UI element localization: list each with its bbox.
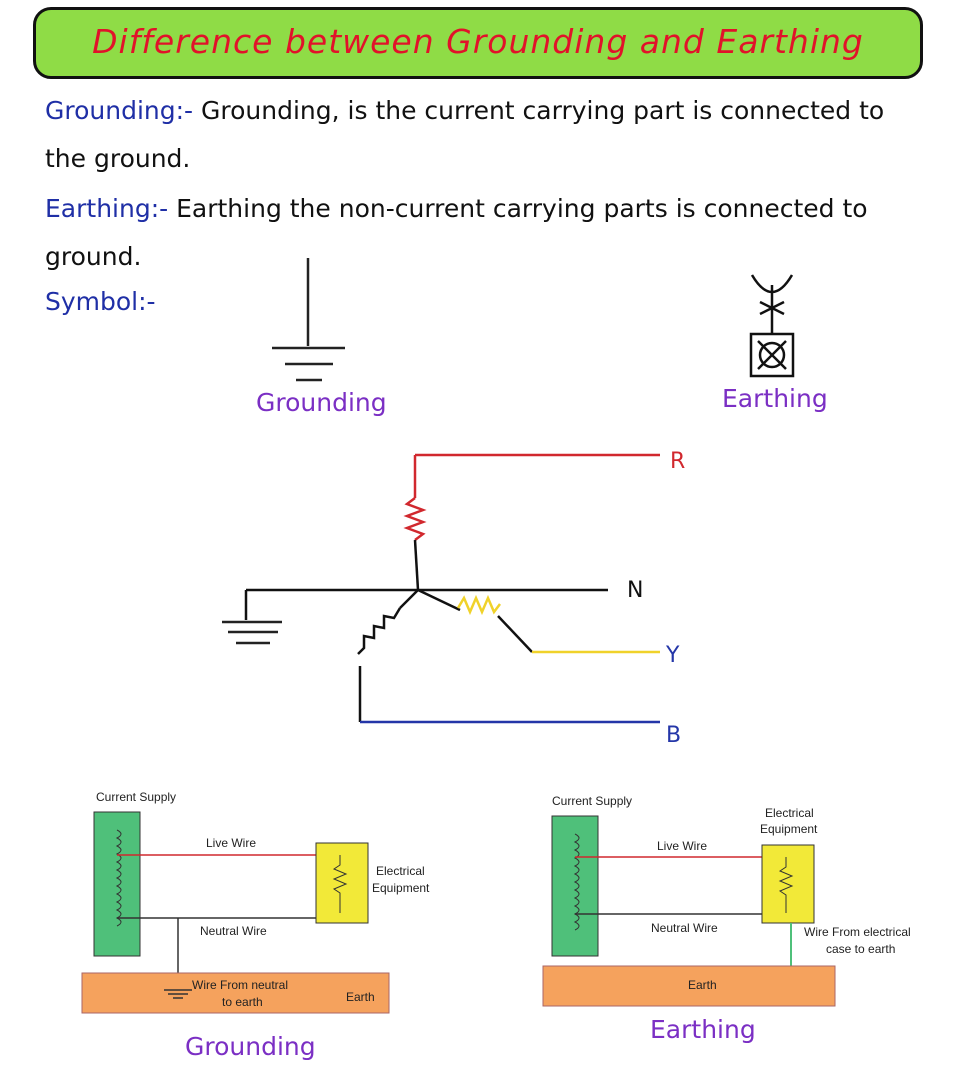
left-live-label: Live Wire (206, 836, 257, 850)
left-equipment-box (316, 843, 368, 923)
left-wire-label-2: to earth (222, 995, 263, 1009)
star-connection-diagram (222, 455, 660, 722)
left-earth-label: Earth (346, 990, 375, 1004)
earthing-symbol-icon (751, 275, 793, 376)
right-equipment-label-1: Electrical (765, 806, 814, 820)
b-coil (358, 608, 400, 654)
right-wire-label-2: case to earth (826, 942, 896, 956)
right-wire-label-1: Wire From electrical (804, 925, 911, 939)
grounding-diagram (82, 790, 430, 1013)
right-supply-coil (552, 816, 598, 956)
grounding-symbol-icon (272, 258, 345, 380)
phase-label-b: B (666, 723, 682, 748)
left-equipment-label-2: Equipment (372, 881, 430, 895)
phase-label-y: Y (666, 643, 680, 668)
grounding-text: Grounding, is the current carrying part is connected to the ground. (45, 96, 885, 173)
left-caption: Grounding (185, 1032, 316, 1061)
y-coil (458, 598, 500, 612)
left-equipment-label-1: Electrical (376, 864, 425, 878)
page-title: Difference between Grounding and Earthing (92, 22, 864, 61)
right-live-label: Live Wire (657, 839, 708, 853)
r-coil (407, 498, 423, 540)
earthing-symbol-label: Earthing (722, 384, 828, 413)
phase-label-r: R (670, 449, 686, 474)
left-wire-label-1: Wire From neutral (192, 978, 289, 992)
right-current-supply: Current Supply (552, 794, 633, 808)
right-neutral-label: Neutral Wire (651, 921, 718, 935)
left-current-supply: Current Supply (96, 790, 177, 804)
grounding-key: Grounding:- (45, 96, 194, 125)
grounding-symbol-label: Grounding (256, 388, 387, 417)
earthing-text: Earthing the non-current carrying parts is connected to ground. (45, 194, 868, 271)
left-neutral-label: Neutral Wire (200, 924, 267, 938)
earthing-diagram (543, 794, 911, 1006)
earthing-key: Earthing:- (45, 194, 169, 223)
right-equipment-label-2: Equipment (760, 822, 818, 836)
right-caption: Earthing (650, 1015, 756, 1044)
symbol-label: Symbol:- (45, 287, 156, 316)
phase-label-n: N (627, 578, 644, 603)
right-earth-label: Earth (688, 978, 717, 992)
left-supply-coil (94, 812, 140, 956)
